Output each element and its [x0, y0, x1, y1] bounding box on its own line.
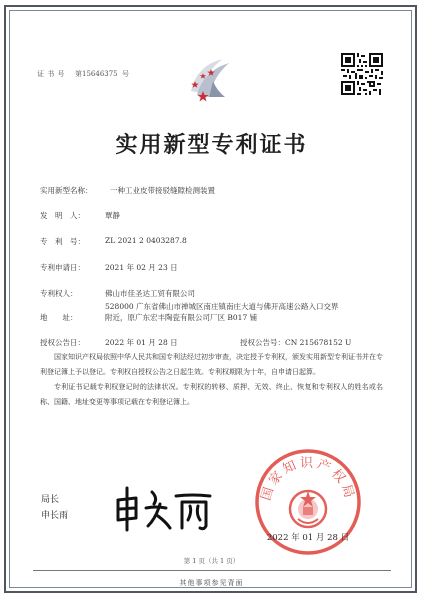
address-label: 地 址： [40, 313, 78, 322]
footer-divider [33, 570, 391, 571]
cnipa-emblem-icon [183, 51, 243, 111]
qr-code-icon [341, 53, 383, 95]
inventor-name: 覃静 [105, 211, 120, 220]
filing-date: 2021 年 02 月 23 日 [105, 263, 178, 272]
certificate-body [40, 350, 383, 410]
director-name: 申长雨 [41, 511, 69, 521]
body-paragraph: 专利证书记载专利权登记时的法律状况。专利权的转移、质押、无效、终止、恢复和专利权人的姓名或名称、国籍、地址变更等事项记载在专利登记簿上。 [40, 383, 383, 406]
grant-date: 2022 年 01 月 28 日 [105, 338, 178, 347]
seal-arc-text: 国家知识产权局 [258, 456, 358, 503]
official-seal [253, 447, 363, 557]
certificate-number-suffix: 号 [122, 70, 129, 78]
footer-note: 其他事项参见背面 [179, 579, 244, 587]
utility-model-name: 一种工业皮带接驳缝隙检测装置 [110, 186, 215, 195]
grant-publication-number: 授权公告号：CN 215678152 U [240, 338, 352, 347]
document-title: 实用新型专利证书 [115, 132, 308, 158]
patent-number-label: 专 利 号： [40, 237, 85, 246]
grant-date-label: 授权公告日： [40, 338, 85, 347]
patentee-name: 佛山市佳圣达工贸有限公司 [105, 289, 195, 298]
certificate-number: 第15646375 [75, 70, 118, 78]
filing-date-label: 专利申请日： [40, 263, 85, 272]
certificate-number-label: 证 书 号 [37, 70, 65, 78]
address: 528000 广东省佛山市禅城区南庄镇南庄大道与佛开高速公路入口交界附近，原广东宏丰陶瓷有限公司厂区 B017 铺 [105, 302, 339, 322]
utility-model-name-label: 实用新型名称： [40, 186, 93, 195]
inventor-label: 发 明 人： [40, 211, 85, 220]
director-title: 局长 [41, 495, 60, 505]
patentee-label: 专利权人： [40, 289, 78, 298]
director-signature [110, 478, 220, 538]
patent-number: ZL 2021 2 0403287.8 [105, 236, 187, 245]
page-number: 第 1 页（共 1 页） [183, 557, 240, 565]
seal-date: 2022 年 01 月 28 日 [266, 533, 350, 543]
body-paragraph: 国家知识产权局依照中华人民共和国专利法经过初步审查，决定授予专利权，颁发实用新型专利证书并在专利登记簿上予以登记。专利权自授权公告之日起生效。专利权期限为十年，自申请日起算。 [40, 353, 383, 376]
